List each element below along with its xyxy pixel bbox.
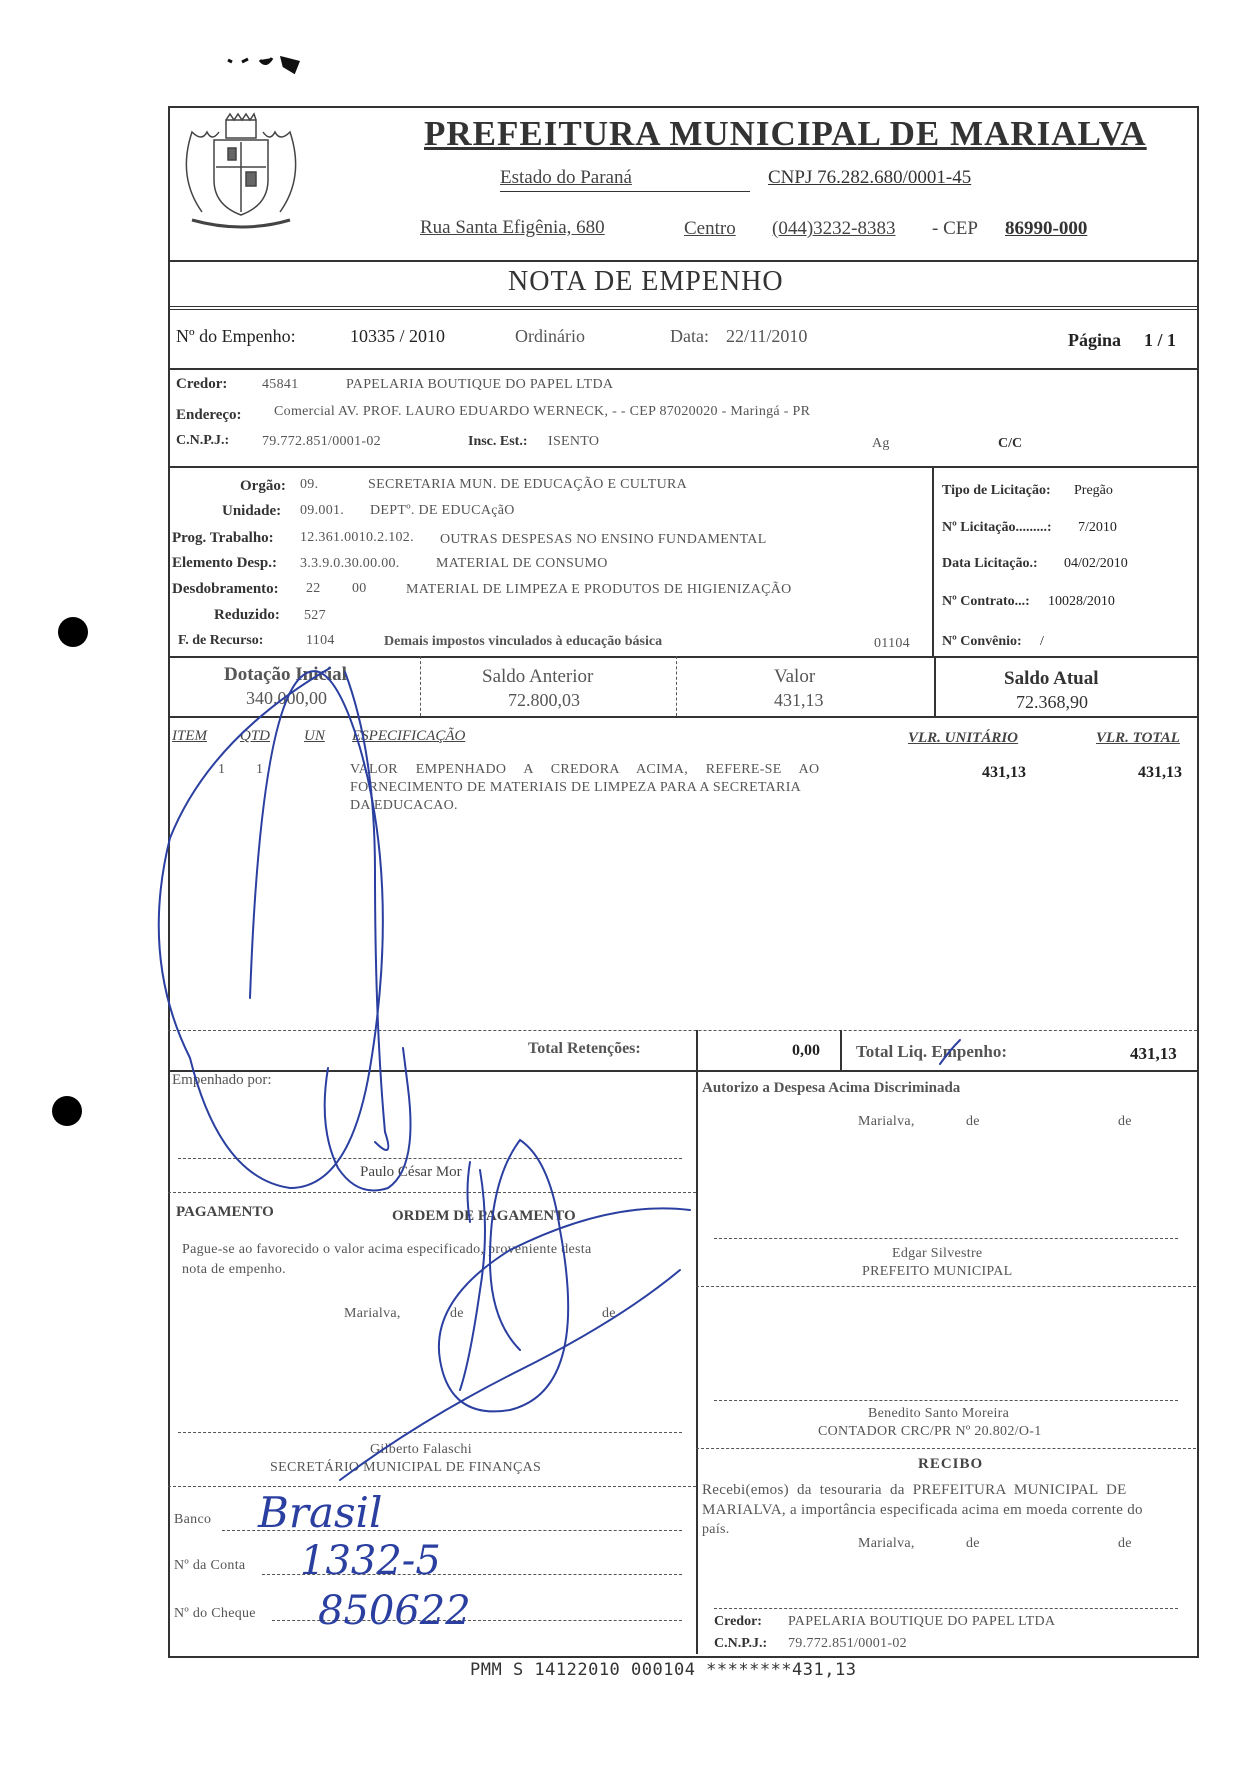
insc-label: Insc. Est.: — [468, 434, 528, 449]
empenho-type: Ordinário — [515, 326, 585, 346]
orgao-name: SECRETARIA MUN. DE EDUCAÇÃO E CULTURA — [368, 477, 688, 492]
empenho-number-label: Nº do Empenho: — [176, 326, 296, 346]
recibo-credor-label: Credor: — [714, 1614, 762, 1629]
page-label: Página — [1068, 330, 1122, 350]
elem-code: 3.3.9.0.30.00.00. — [300, 556, 400, 571]
credor-code: 45841 — [262, 377, 299, 392]
secretario-nome: Gilberto Falaschi — [370, 1442, 472, 1457]
pague-line2: nota de empenho. — [182, 1262, 286, 1277]
convenio-label: Nº Convênio: — [942, 634, 1022, 649]
saldo-anterior-label: Saldo Anterior — [482, 666, 594, 687]
recibo-credor-name: PAPELARIA BOUTIQUE DO PAPEL LTDA — [788, 1614, 1056, 1629]
tipo-licitacao-value: Pregão — [1074, 483, 1113, 498]
contador-cargo: CONTADOR CRC/PR Nº 20.802/O-1 — [818, 1424, 1042, 1439]
item-total-value: 431,13 — [1138, 764, 1182, 781]
data-licitacao-label: Data Licitação.: — [942, 556, 1038, 571]
cheque-handwritten: 850622 — [318, 1588, 471, 1634]
saldo-anterior-value: 72.800,03 — [508, 690, 580, 710]
valor-value: 431,13 — [774, 690, 824, 710]
recurso-name: Demais impostos vinculados à educação básica — [384, 634, 663, 649]
conta-label: Nº da Conta — [174, 1558, 246, 1573]
autorizo-local: Marialva, — [858, 1114, 915, 1129]
orgao-label: Orgão: — [240, 478, 286, 494]
empenhado-nome: Paulo César Mor — [360, 1164, 462, 1180]
item-unit-value: 431,13 — [982, 764, 1026, 781]
col-vlr-unitario: VLR. UNITÁRIO — [908, 730, 1019, 746]
dotacao-value: 340.000,00 — [246, 688, 327, 708]
recibo-de-2: de — [1118, 1536, 1132, 1551]
credor-cnpj: 79.772.851/0001-02 — [262, 434, 381, 449]
recibo-de-1: de — [966, 1536, 980, 1551]
banco-label: Banco — [174, 1512, 212, 1527]
ordem-pagamento-label: ORDEM DE PAGAMENTO — [392, 1208, 576, 1224]
dotacao-label: Dotação Inicial — [224, 664, 347, 685]
empenho-date-label: Data: — [670, 326, 709, 346]
secretario-cargo: SECRETÁRIO MUNICIPAL DE FINANÇAS — [270, 1460, 542, 1475]
ordem-de-1: de — [450, 1306, 464, 1321]
recibo-label: RECIBO — [918, 1456, 984, 1472]
orgao-code: 09. — [300, 477, 319, 492]
pague-line1: Pague-se ao favorecido o valor acima especificado, proveniente desta — [182, 1242, 592, 1257]
contrato-value: 10028/2010 — [1048, 594, 1115, 609]
desd-code2: 00 — [352, 581, 367, 596]
cc-label: C/C — [998, 436, 1023, 451]
recibo-line3: país. — [702, 1522, 730, 1537]
desd-label: Desdobramento: — [172, 581, 279, 597]
cnpj-header: CNPJ 76.282.680/0001-45 — [768, 167, 972, 188]
recibo-cnpj-label: C.N.P.J.: — [714, 1636, 768, 1651]
cep-value: 86990-000 — [1005, 218, 1088, 239]
autorizo-de-2: de — [1118, 1114, 1132, 1129]
saldo-atual-label: Saldo Atual — [1004, 668, 1099, 689]
prefeito-cargo: PREFEITO MUNICIPAL — [862, 1264, 1013, 1279]
ordem-local: Marialva, — [344, 1306, 401, 1321]
recibo-cnpj: 79.772.851/0001-02 — [788, 1636, 907, 1651]
endereco-label: Endereço: — [176, 407, 242, 423]
credor-label: Credor: — [176, 376, 228, 392]
desd-name: MATERIAL DE LIMPEZA E PRODUTOS DE HIGIENIZAÇÃO — [406, 582, 792, 597]
unidade-code: 09.001. — [300, 503, 345, 518]
total-retencoes-value: 0,00 — [792, 1042, 820, 1059]
item-desc-line3: DA EDUCACAO. — [350, 798, 458, 813]
reduzido-value: 527 — [304, 608, 326, 623]
address-district: Centro — [684, 218, 736, 239]
recurso-label: F. de Recurso: — [178, 633, 264, 648]
item-number: 1 — [218, 762, 226, 777]
tipo-licitacao-label: Tipo de Licitação: — [942, 483, 1051, 498]
valor-label: Valor — [774, 666, 816, 687]
autorizo-label: Autorizo a Despesa Acima Discriminada — [702, 1080, 961, 1096]
total-liq-label: Total Liq. Empenho: — [856, 1042, 1007, 1061]
banco-handwritten: Brasil — [258, 1488, 383, 1537]
pagamento-label: PAGAMENTO — [176, 1204, 274, 1220]
prefeitura-title: PREFEITURA MUNICIPAL DE MARIALVA — [424, 114, 1147, 153]
col-item: ITEM — [172, 728, 207, 744]
contador-nome: Benedito Santo Moreira — [868, 1406, 1010, 1421]
recibo-line1: Recebi(emos) da tesouraria da PREFEITURA MUNICIPAL DE — [702, 1482, 1127, 1498]
saldo-atual-value: 72.368,90 — [1016, 692, 1088, 712]
credor-cnpj-label: C.N.P.J.: — [176, 433, 230, 448]
col-qtd: QTD — [240, 728, 271, 744]
data-licitacao-value: 04/02/2010 — [1064, 556, 1128, 571]
item-desc-line2: FORNECIMENTO DE MATERIAIS DE LIMPEZA PARA A SECRETARIA — [350, 780, 802, 795]
empenhado-por-label: Empenhado por: — [172, 1072, 272, 1088]
conta-handwritten: 1332-5 — [300, 1538, 441, 1584]
credor-address: Comercial AV. PROF. LAURO EDUARDO WERNECK, - - CEP 87020020 - Maringá - PR — [274, 404, 811, 419]
address-street: Rua Santa Efigênia, 680 — [420, 217, 605, 238]
unidade-name: DEPTº. DE EDUCAçãO — [370, 503, 515, 518]
credor-name: PAPELARIA BOUTIQUE DO PAPEL LTDA — [346, 377, 614, 392]
unidade-label: Unidade: — [222, 503, 282, 519]
page-number: 1 / 1 — [1144, 330, 1177, 350]
prog-label: Prog. Trabalho: — [172, 530, 274, 546]
convenio-value: / — [1040, 634, 1044, 649]
col-un: UN — [304, 728, 325, 744]
reduzido-label: Reduzido: — [214, 607, 280, 623]
recibo-line2: MARIALVA, a importância especificada acima em moeda corrente do — [702, 1502, 1143, 1518]
item-desc-line1: VALOR EMPENHADO A CREDORA ACIMA, REFERE-SE AO — [350, 762, 820, 777]
num-licitacao-value: 7/2010 — [1078, 520, 1117, 535]
elem-label: Elemento Desp.: — [172, 555, 277, 571]
insc-value: ISENTO — [548, 434, 600, 449]
col-especificacao: ESPECIFICAÇÃO — [352, 728, 466, 744]
autorizo-de-1: de — [966, 1114, 980, 1129]
cep-label: - CEP — [932, 218, 978, 239]
state-name: Estado do Paraná — [500, 167, 632, 188]
col-vlr-total: VLR. TOTAL — [1096, 730, 1180, 746]
phone: (044)3232-8383 — [772, 218, 896, 239]
empenho-date: 22/11/2010 — [726, 326, 808, 346]
recurso-code: 1104 — [306, 633, 335, 648]
recibo-local: Marialva, — [858, 1536, 915, 1551]
item-qtd: 1 — [256, 762, 264, 777]
ordem-de-2: de — [602, 1306, 616, 1321]
num-licitacao-label: Nº Licitação.........: — [942, 520, 1052, 535]
doc-title: NOTA DE EMPENHO — [508, 266, 784, 297]
elem-name: MATERIAL DE CONSUMO — [436, 556, 608, 571]
total-liq-value: 431,13 — [1130, 1044, 1177, 1063]
contrato-label: Nº Contrato...: — [942, 594, 1030, 609]
recurso-code2: 01104 — [874, 636, 910, 651]
cheque-label: Nº do Cheque — [174, 1606, 256, 1621]
desd-code1: 22 — [306, 581, 321, 596]
total-retencoes-label: Total Retenções: — [528, 1040, 641, 1057]
prog-name: OUTRAS DESPESAS NO ENSINO FUNDAMENTAL — [440, 532, 767, 547]
prefeito-nome: Edgar Silvestre — [892, 1246, 983, 1261]
empenho-number: 10335 / 2010 — [350, 326, 446, 346]
prog-code: 12.361.0010.2.102. — [300, 530, 414, 545]
ag-label: Ag — [872, 436, 890, 451]
footer-code: PMM S 14122010 000104 ********431,13 — [470, 1660, 857, 1680]
